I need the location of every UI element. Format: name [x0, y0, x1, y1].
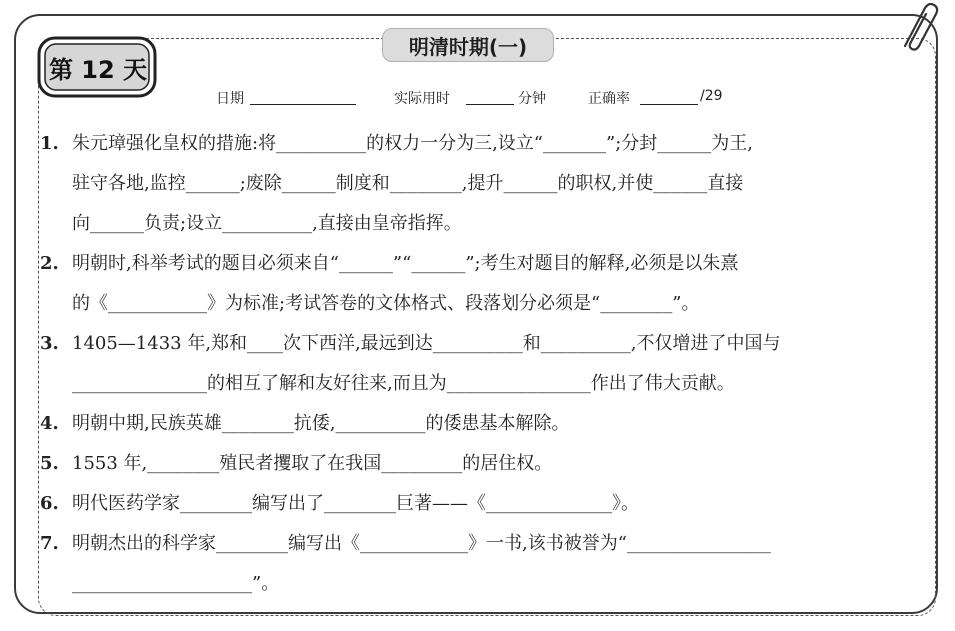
accuracy-label: 正确率	[588, 91, 630, 107]
day-badge-label: 第 12 天	[48, 55, 148, 84]
question-number: 7.	[40, 533, 59, 554]
question-line: 明朝中期,民族英雄________抗倭,__________的倭患基本解除。	[72, 413, 570, 434]
question-number: 3.	[40, 333, 59, 354]
question-number: 5.	[40, 453, 59, 474]
question-line: 明代医药学家________编写出了________巨著——《______________》。	[72, 493, 639, 514]
date-field[interactable]	[250, 88, 356, 105]
question-line: 向______负责;设立__________,直接由皇帝指挥。	[72, 213, 462, 234]
question-5	[40, 444, 910, 484]
question-6	[40, 484, 910, 524]
question-2	[40, 244, 910, 324]
accuracy-field[interactable]	[640, 88, 698, 105]
question-7	[40, 524, 910, 604]
date-label: 日期	[216, 91, 244, 107]
question-line: 明朝时,科举考试的题目必须来自“______”“______”;考生对题目的解释,必须是以朱熹	[72, 253, 739, 274]
question-line: _______________的相互了解和友好往来,而且为________________作出了伟大贡献。	[72, 373, 735, 394]
question-line: 朱元璋强化皇权的措施:将__________的权力一分为三,设立“_______”;分封______为王,	[72, 133, 753, 154]
question-4	[40, 404, 910, 444]
time-label: 实际用时	[394, 91, 450, 107]
question-line: 驻守各地,监控______;废除______制度和________,提升______的职权,并使______直接	[72, 173, 744, 194]
paperclip-icon	[895, 0, 941, 54]
question-number: 2.	[40, 253, 59, 274]
question-number: 1.	[40, 133, 59, 154]
meta-row	[216, 88, 776, 110]
question-1	[40, 124, 910, 244]
question-line: 的《___________》为标准;考试答卷的文体格式、段落划分必须是“________”。	[72, 293, 700, 314]
question-line: 1553 年,________殖民者攫取了在我国_________的居住权。	[72, 453, 553, 474]
question-3	[40, 324, 910, 404]
accuracy-total: /29	[700, 88, 723, 104]
question-line: ____________________”。	[72, 573, 280, 594]
time-unit: 分钟	[518, 91, 546, 107]
question-line: 1405—1433 年,郑和____次下西洋,最远到达__________和__________,不仅增进了中国与	[72, 333, 781, 354]
day-badge	[36, 32, 160, 102]
question-line: 明朝杰出的科学家________编写出《____________》一书,该书被誉为“________________	[72, 533, 771, 554]
question-number: 4.	[40, 413, 59, 434]
page-title: 明清时期(一)	[382, 28, 554, 62]
time-field[interactable]	[466, 88, 514, 105]
question-number: 6.	[40, 493, 59, 514]
